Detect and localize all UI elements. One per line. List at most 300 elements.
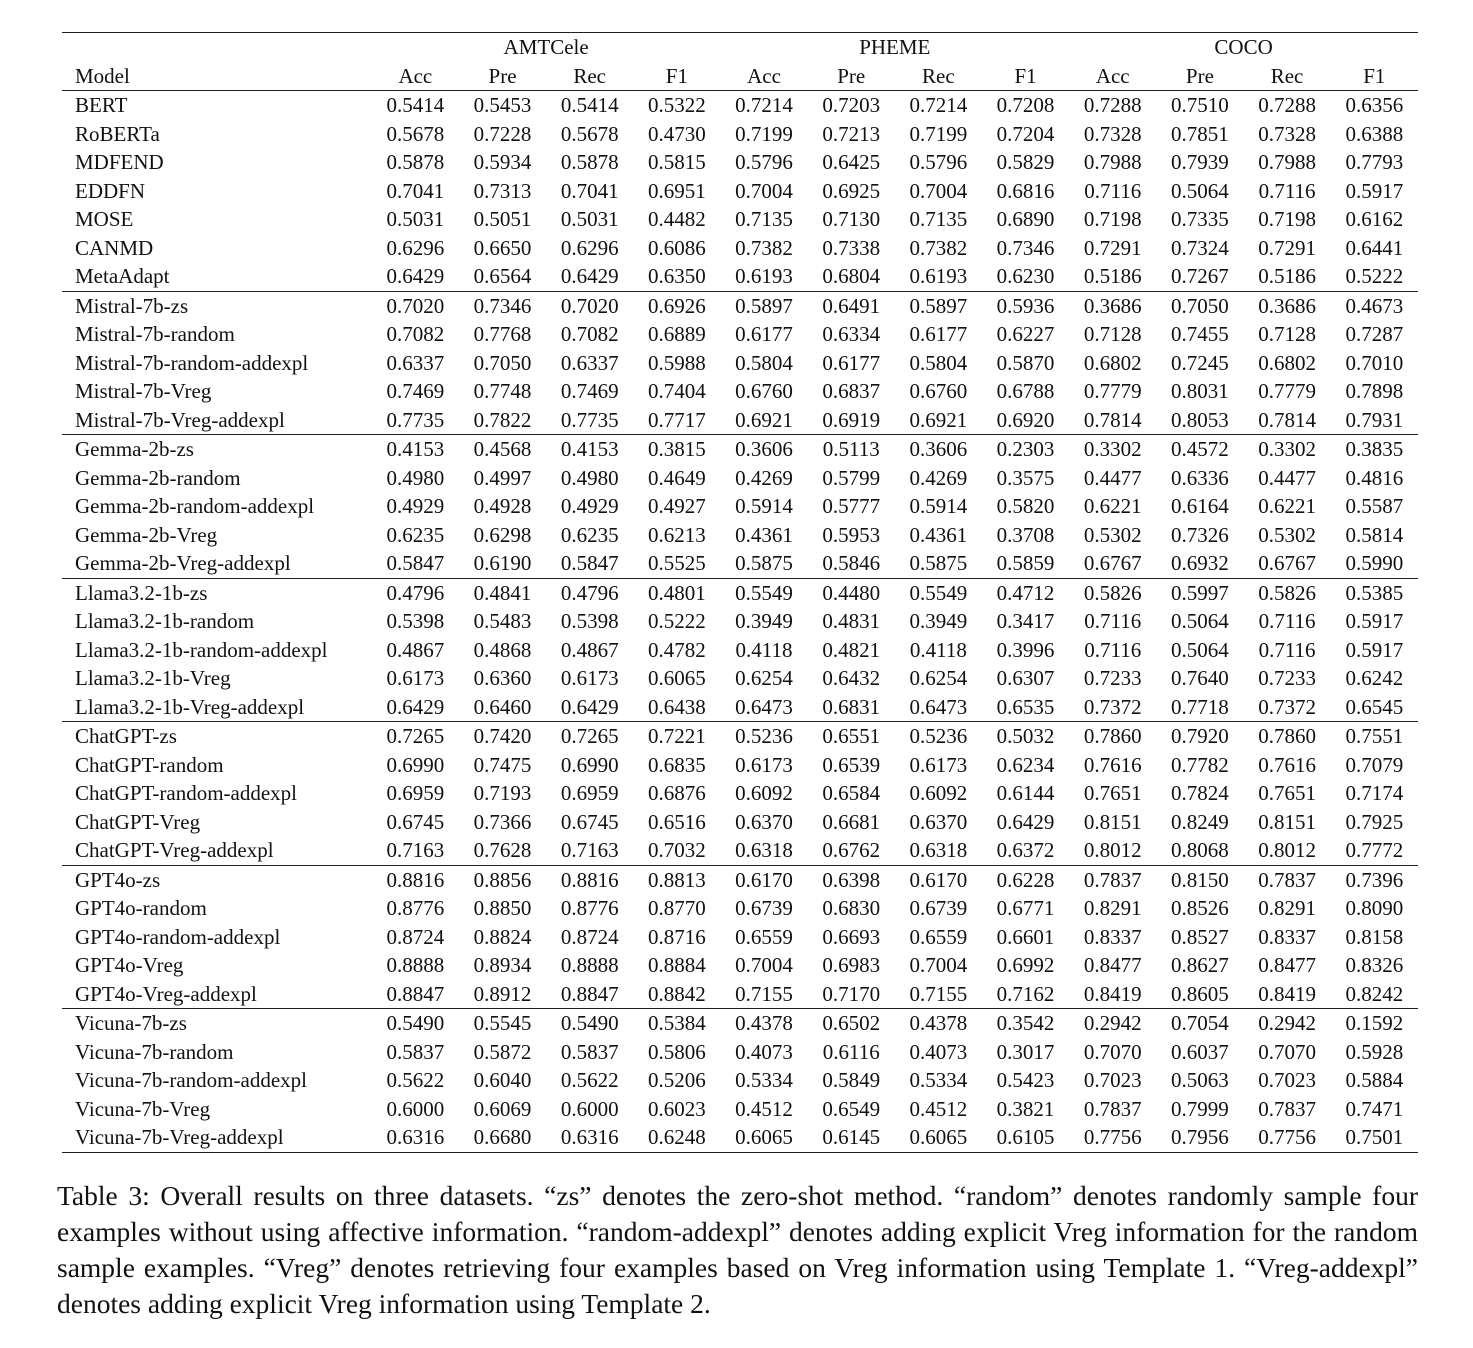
metric-value-cell: 0.7768	[473, 322, 532, 346]
metric-value-cell: 0.7004	[909, 953, 968, 977]
metric-value-cell: 0.5334	[909, 1068, 968, 1092]
metric-value-cell: 0.7999	[1171, 1096, 1229, 1121]
metric-value-cell: 0.6177	[909, 322, 968, 346]
metric-value-cell: 0.6921	[735, 407, 793, 432]
metric-value-cell: 0.6932	[1171, 551, 1229, 575]
metric-value-cell: 0.6890	[996, 207, 1055, 231]
metric-value-cell: 0.6316	[372, 1123, 459, 1152]
metric-value-cell: 0.5936	[982, 291, 1069, 320]
metric-header: Rec	[895, 62, 982, 91]
metric-value-cell: 0.6000	[560, 1096, 619, 1121]
model-name-cell: ChatGPT-Vreg-addexpl	[75, 838, 274, 862]
metric-value-cell: 0.6429	[996, 809, 1055, 834]
metric-value-cell: 0.7023	[1083, 1068, 1142, 1092]
metric-value-cell: 0.3821	[996, 1096, 1055, 1121]
model-name-cell: Gemma-2b-random	[75, 465, 241, 490]
metric-value-cell: 0.7163	[560, 838, 619, 862]
metric-value-cell: 0.5064	[1171, 609, 1229, 633]
metric-value-cell: 0.7382	[909, 235, 968, 260]
metric-value-cell: 0.3835	[1331, 435, 1418, 464]
metric-value-cell: 0.5064	[1171, 178, 1229, 203]
model-name-cell: Gemma-2b-Vreg-addexpl	[75, 551, 291, 575]
metric-value-cell: 0.8716	[647, 924, 706, 949]
metric-value-cell: 0.6816	[996, 178, 1055, 203]
metric-value-cell: 0.6318	[735, 838, 793, 862]
model-group	[62, 91, 1418, 292]
table-row	[62, 205, 1418, 234]
metric-value-cell: 0.7291	[1083, 235, 1142, 260]
metric-value-cell: 0.4480	[808, 578, 895, 607]
metric-value-cell: 0.6429	[386, 694, 445, 719]
metric-value-cell: 0.3949	[909, 609, 968, 633]
metric-value-cell: 0.6370	[909, 809, 968, 834]
metric-value-cell: 0.3949	[735, 609, 793, 633]
metric-value-cell: 0.4867	[560, 637, 619, 662]
metric-header: Acc	[720, 62, 807, 91]
metric-value-cell: 0.4980	[560, 465, 619, 490]
table-row	[62, 578, 1418, 607]
metric-value-cell: 0.6337	[386, 350, 445, 375]
metric-value-cell: 0.5186	[1258, 264, 1316, 288]
metric-value-cell: 0.8627	[1171, 953, 1229, 977]
metric-value-cell: 0.7267	[1171, 264, 1229, 288]
model-name-cell: MetaAdapt	[75, 264, 170, 288]
metric-value-cell: 0.7326	[1171, 522, 1229, 547]
metric-value-cell: 0.5453	[473, 93, 532, 117]
metric-value-cell: 0.7135	[909, 207, 968, 231]
metric-value-cell: 0.5837	[386, 1039, 445, 1064]
metric-value-cell: 0.4378	[720, 1009, 807, 1038]
table-row	[62, 836, 1418, 865]
metric-value-cell: 0.7837	[1258, 1096, 1316, 1121]
metric-value-cell: 0.4730	[647, 121, 706, 146]
metric-value-cell: 0.4153	[546, 435, 633, 464]
metric-value-cell: 0.7372	[1083, 694, 1142, 719]
metric-value-cell: 0.5988	[647, 350, 706, 375]
metric-value-cell: 0.7041	[560, 178, 619, 203]
metric-value-cell: 0.6065	[647, 666, 706, 690]
metric-value-cell: 0.7193	[473, 781, 532, 805]
table-row	[62, 549, 1418, 578]
metric-value-cell: 0.7772	[1345, 838, 1404, 862]
metric-value-cell: 0.5806	[647, 1039, 706, 1064]
metric-value-cell: 0.6398	[808, 865, 895, 894]
metric-value-cell: 0.7469	[386, 379, 445, 403]
metric-value-cell: 0.6601	[996, 924, 1055, 949]
metric-value-cell: 0.6370	[735, 809, 793, 834]
metric-header: Acc	[1069, 62, 1156, 91]
table-row	[62, 521, 1418, 550]
table-row	[62, 262, 1418, 291]
metric-value-cell: 0.5622	[560, 1068, 619, 1092]
metric-value-cell: 0.4477	[1258, 465, 1316, 490]
metric-value-cell: 0.6438	[647, 694, 706, 719]
metric-value-cell: 0.6296	[560, 235, 619, 260]
metric-value-cell: 0.6221	[1258, 494, 1316, 518]
metric-value-cell: 0.5829	[996, 150, 1055, 174]
metric-value-cell: 0.6144	[996, 781, 1055, 805]
metric-value-cell: 0.7420	[459, 722, 546, 751]
metric-value-cell: 0.7288	[1258, 93, 1316, 117]
metric-value-cell: 0.7510	[1171, 93, 1229, 117]
metric-value-cell: 0.8249	[1171, 809, 1229, 834]
metric-value-cell: 0.6372	[996, 838, 1055, 862]
metric-value-cell: 0.6771	[996, 896, 1055, 920]
metric-value-cell: 0.8856	[459, 865, 546, 894]
model-name-cell: Gemma-2b-zs	[62, 435, 372, 464]
metric-value-cell: 0.7824	[1171, 781, 1229, 805]
metric-value-cell: 0.8031	[1171, 379, 1229, 403]
table-row	[62, 980, 1418, 1009]
metric-value-cell: 0.7265	[372, 722, 459, 751]
metric-value-cell: 0.5878	[560, 150, 619, 174]
metric-value-cell: 0.4118	[735, 637, 793, 662]
metric-value-cell: 0.8291	[1083, 896, 1142, 920]
metric-value-cell: 0.7082	[560, 322, 619, 346]
model-group	[62, 1009, 1418, 1153]
metric-value-cell: 0.6173	[909, 752, 968, 777]
metric-value-cell: 0.7455	[1171, 322, 1229, 346]
metric-value-cell: 0.8326	[1345, 953, 1404, 977]
metric-value-cell: 0.5814	[1345, 522, 1404, 547]
metric-value-cell: 0.6356	[1345, 93, 1404, 117]
model-name-cell: Gemma-2b-Vreg	[75, 522, 218, 547]
metric-value-cell: 0.6551	[808, 722, 895, 751]
metric-value-cell: 0.5875	[735, 551, 793, 575]
metric-value-cell: 0.7020	[546, 291, 633, 320]
metric-value-cell: 0.2303	[982, 435, 1069, 464]
table-row	[62, 1009, 1418, 1038]
metric-value-cell: 0.6092	[735, 781, 793, 805]
metric-value-cell: 0.5846	[822, 551, 881, 575]
metric-value-cell: 0.7956	[1156, 1123, 1243, 1152]
metric-value-cell: 0.7288	[1083, 93, 1142, 117]
metric-value-cell: 0.6023	[647, 1096, 706, 1121]
metric-value-cell: 0.7404	[647, 379, 706, 403]
metric-value-cell: 0.6296	[386, 235, 445, 260]
metric-value-cell: 0.6992	[996, 953, 1055, 977]
metric-value-cell: 0.7779	[1258, 379, 1316, 403]
metric-value-cell: 0.8012	[1258, 838, 1316, 862]
metric-value-cell: 0.7233	[1083, 666, 1142, 690]
metric-value-cell: 0.7628	[473, 838, 532, 862]
metric-value-cell: 0.6767	[1258, 551, 1316, 575]
metric-value-cell: 0.4841	[459, 578, 546, 607]
model-name-cell: Vicuna-7b-zs	[62, 1009, 372, 1038]
metric-value-cell: 0.8847	[386, 981, 445, 1006]
metric-value-cell: 0.8724	[386, 924, 445, 949]
model-name-cell: EDDFN	[75, 178, 146, 203]
metric-value-cell: 0.7469	[560, 379, 619, 403]
metric-value-cell: 0.5032	[982, 722, 1069, 751]
metric-value-cell: 0.5897	[720, 291, 807, 320]
metric-value-cell: 0.8090	[1345, 896, 1404, 920]
metric-value-cell: 0.7822	[473, 407, 532, 432]
table-row	[62, 464, 1418, 493]
metric-value-cell: 0.8884	[647, 953, 706, 977]
metric-value-cell: 0.5837	[560, 1039, 619, 1064]
metric-value-cell: 0.8337	[1258, 924, 1316, 949]
model-name-cell: MOSE	[75, 207, 134, 231]
metric-value-cell: 0.5678	[560, 121, 619, 146]
metric-value-cell: 0.8291	[1258, 896, 1316, 920]
model-name-cell: ChatGPT-random-addexpl	[75, 781, 298, 805]
metric-value-cell: 0.5826	[1243, 578, 1330, 607]
metric-value-cell: 0.4929	[560, 494, 619, 518]
metric-value-cell: 0.6680	[459, 1123, 546, 1152]
metric-value-cell: 0.5031	[560, 207, 619, 231]
metric-value-cell: 0.6177	[822, 350, 881, 375]
metric-value-cell: 0.6307	[996, 666, 1055, 690]
metric-value-cell: 0.6760	[909, 379, 968, 403]
metric-value-cell: 0.6040	[473, 1068, 532, 1092]
table-row	[62, 120, 1418, 149]
metric-value-cell: 0.7116	[1258, 178, 1316, 203]
metric-value-cell: 0.5878	[386, 150, 445, 174]
table-row	[62, 894, 1418, 923]
metric-value-cell: 0.5398	[386, 609, 445, 633]
metric-value-cell: 0.4361	[735, 522, 793, 547]
metric-value-cell: 0.5398	[560, 609, 619, 633]
metric-value-cell: 0.7382	[735, 235, 793, 260]
metric-value-cell: 0.4512	[909, 1096, 968, 1121]
metric-value-cell: 0.7291	[1258, 235, 1316, 260]
metric-value-cell: 0.6105	[982, 1123, 1069, 1152]
metric-value-cell: 0.6432	[822, 666, 881, 690]
metric-value-cell: 0.7640	[1171, 666, 1229, 690]
table-row	[62, 320, 1418, 349]
metric-value-cell: 0.4801	[633, 578, 720, 607]
metric-value-cell: 0.3417	[996, 609, 1055, 633]
metric-value-cell: 0.5490	[546, 1009, 633, 1038]
model-name-cell: Mistral-7b-Vreg-addexpl	[75, 407, 285, 432]
metric-value-cell: 0.6739	[735, 896, 793, 920]
metric-value-cell: 0.8813	[633, 865, 720, 894]
table-row	[62, 751, 1418, 780]
metric-value-cell: 0.7651	[1258, 781, 1316, 805]
metric-value-cell: 0.8150	[1156, 865, 1243, 894]
table-row	[62, 923, 1418, 952]
metric-value-cell: 0.7004	[909, 178, 968, 203]
metric-value-cell: 0.6564	[473, 264, 532, 288]
metric-value-cell: 0.8776	[386, 896, 445, 920]
metric-value-cell: 0.7501	[1331, 1123, 1418, 1152]
metric-value-cell: 0.4796	[546, 578, 633, 607]
metric-value-cell: 0.8842	[647, 981, 706, 1006]
metric-value-cell: 0.5917	[1345, 609, 1404, 633]
metric-value-cell: 0.6316	[546, 1123, 633, 1152]
model-name-cell: Vicuna-7b-Vreg	[75, 1096, 211, 1121]
metric-value-cell: 0.8419	[1083, 981, 1142, 1006]
table-row	[62, 693, 1418, 722]
metric-value-cell: 0.7328	[1258, 121, 1316, 146]
metric-value-cell: 0.6065	[720, 1123, 807, 1152]
metric-value-cell: 0.6535	[996, 694, 1055, 719]
metric-value-cell: 0.6336	[1171, 465, 1229, 490]
metric-value-cell: 0.6177	[735, 322, 793, 346]
metric-header: Rec	[1243, 62, 1330, 91]
metric-value-cell: 0.4929	[386, 494, 445, 518]
metric-value-cell: 0.6086	[647, 235, 706, 260]
metric-value-cell: 0.8242	[1345, 981, 1404, 1006]
metric-value-cell: 0.4867	[386, 637, 445, 662]
metric-value-cell: 0.6000	[386, 1096, 445, 1121]
metric-value-cell: 0.7756	[1069, 1123, 1156, 1152]
metric-value-cell: 0.7748	[473, 379, 532, 403]
metric-value-cell: 0.5384	[633, 1009, 720, 1038]
metric-value-cell: 0.6254	[909, 666, 968, 690]
metric-value-cell: 0.7116	[1084, 609, 1142, 633]
metric-value-cell: 0.8888	[386, 953, 445, 977]
model-name-cell: Mistral-7b-random	[75, 322, 235, 346]
metric-value-cell: 0.4928	[473, 494, 532, 518]
metric-value-cell: 0.6745	[386, 809, 445, 834]
table-row	[62, 808, 1418, 837]
metric-value-cell: 0.7860	[1069, 722, 1156, 751]
metric-value-cell: 0.4378	[895, 1009, 982, 1038]
metric-value-cell: 0.7616	[1258, 752, 1316, 777]
metric-value-cell: 0.7396	[1331, 865, 1418, 894]
metric-value-cell: 0.5917	[1345, 637, 1404, 662]
model-name-cell: ChatGPT-Vreg	[75, 809, 201, 834]
metric-value-cell: 0.7155	[735, 981, 793, 1006]
model-name-cell: MDFEND	[75, 150, 164, 174]
metric-value-cell: 0.6037	[1171, 1039, 1229, 1064]
metric-value-cell: 0.7116	[1258, 637, 1316, 662]
metric-value-cell: 0.3575	[996, 465, 1055, 490]
metric-value-cell: 0.6441	[1345, 235, 1404, 260]
metric-value-cell: 0.5678	[386, 121, 445, 146]
metric-value-cell: 0.6951	[647, 178, 706, 203]
metric-value-cell: 0.6919	[822, 407, 881, 432]
metric-value-cell: 0.5587	[1345, 494, 1404, 518]
metric-value-cell: 0.7245	[1171, 350, 1229, 375]
metric-value-cell: 0.7782	[1171, 752, 1229, 777]
table-row	[62, 951, 1418, 980]
metric-value-cell: 0.6473	[909, 694, 968, 719]
metric-value-cell: 0.7920	[1156, 722, 1243, 751]
metric-value-cell: 0.6254	[735, 666, 793, 690]
model-name-cell: Vicuna-7b-random-addexpl	[75, 1068, 307, 1092]
table-row	[62, 1123, 1418, 1152]
metric-value-cell: 0.8934	[473, 953, 532, 977]
metric-value-cell: 0.6835	[647, 752, 706, 777]
metric-value-cell: 0.6221	[1083, 494, 1142, 518]
table-row	[62, 607, 1418, 636]
model-name-cell: GPT4o-Vreg-addexpl	[75, 981, 257, 1006]
metric-value-cell: 0.4361	[909, 522, 968, 547]
metric-value-cell: 0.4673	[1331, 291, 1418, 320]
metric-value-cell: 0.4118	[909, 637, 967, 662]
metric-value-cell: 0.5063	[1171, 1068, 1229, 1092]
metric-value-cell: 0.8816	[372, 865, 459, 894]
metric-value-cell: 0.6693	[822, 924, 881, 949]
table-row	[62, 406, 1418, 435]
metric-value-cell: 0.8158	[1345, 924, 1404, 949]
metric-value-cell: 0.6429	[560, 264, 619, 288]
metric-value-cell: 0.6164	[1171, 494, 1229, 518]
model-name-cell: GPT4o-Vreg	[75, 953, 184, 977]
metric-value-cell: 0.8912	[473, 981, 532, 1006]
metric-value-cell: 0.5385	[1331, 578, 1418, 607]
metric-value-cell: 0.6318	[909, 838, 968, 862]
metric-value-cell: 0.4269	[909, 465, 968, 490]
metric-value-cell: 0.6920	[996, 407, 1055, 432]
metric-value-cell: 0.7070	[1083, 1039, 1142, 1064]
metric-header: Pre	[1156, 62, 1243, 91]
metric-value-cell: 0.6173	[735, 752, 793, 777]
metric-value-cell: 0.4816	[1345, 465, 1404, 490]
metric-value-cell: 0.4980	[386, 465, 445, 490]
metric-value-cell: 0.6502	[808, 1009, 895, 1038]
metric-value-cell: 0.7054	[1156, 1009, 1243, 1038]
metric-value-cell: 0.5953	[822, 522, 881, 547]
metric-value-cell: 0.3302	[1243, 435, 1330, 464]
model-name-cell: GPT4o-zs	[62, 865, 372, 894]
table-row	[62, 636, 1418, 665]
metric-value-cell: 0.7198	[1258, 207, 1316, 231]
metric-value-cell: 0.7082	[386, 322, 445, 346]
metric-value-cell: 0.7213	[822, 121, 881, 146]
metric-value-cell: 0.6173	[560, 666, 619, 690]
metric-value-cell: 0.3815	[633, 435, 720, 464]
metric-value-cell: 0.6804	[822, 264, 881, 288]
metric-value-cell: 0.5236	[895, 722, 982, 751]
model-name-cell: GPT4o-random-addexpl	[75, 924, 281, 949]
metric-value-cell: 0.7735	[386, 407, 445, 432]
metric-value-cell: 0.7324	[1171, 235, 1229, 260]
metric-value-cell: 0.7023	[1258, 1068, 1316, 1092]
metric-header: Pre	[459, 62, 546, 91]
model-column-header: Model	[62, 62, 372, 91]
metric-value-cell: 0.6760	[735, 379, 793, 403]
dataset-header: AMTCele	[372, 33, 721, 62]
metric-value-cell: 0.7199	[909, 121, 968, 146]
metric-value-cell: 0.8012	[1083, 838, 1142, 862]
metric-value-cell: 0.7313	[473, 178, 532, 203]
metric-value-cell: 0.7793	[1345, 150, 1404, 174]
table-row	[62, 1038, 1418, 1067]
metric-value-cell: 0.7214	[735, 93, 793, 117]
metric-value-cell: 0.7756	[1243, 1123, 1330, 1152]
model-name-cell: CANMD	[75, 235, 154, 260]
table-row	[62, 664, 1418, 693]
metric-value-cell: 0.6788	[996, 379, 1055, 403]
metric-value-cell: 0.5928	[1345, 1039, 1404, 1064]
metric-value-cell: 0.3996	[996, 637, 1055, 662]
metric-value-cell: 0.7020	[372, 291, 459, 320]
metric-value-cell: 0.7130	[822, 207, 881, 231]
metric-value-cell: 0.5483	[473, 609, 532, 633]
metric-value-cell: 0.5490	[372, 1009, 459, 1038]
metric-value-cell: 0.7163	[386, 838, 445, 862]
metric-value-cell: 0.7988	[1258, 150, 1316, 174]
metric-value-cell: 0.4512	[735, 1096, 793, 1121]
metric-value-cell: 0.6549	[822, 1096, 881, 1121]
metric-value-cell: 0.3606	[720, 435, 807, 464]
metric-value-cell: 0.7162	[996, 981, 1055, 1006]
model-header-spacer	[62, 33, 372, 62]
metric-value-cell: 0.5847	[386, 551, 445, 575]
metric-value-cell: 0.6926	[633, 291, 720, 320]
metric-value-cell: 0.6762	[822, 838, 881, 862]
metric-value-cell: 0.7328	[1083, 121, 1142, 146]
metric-value-cell: 0.7372	[1258, 694, 1316, 719]
metric-value-cell: 0.7214	[909, 93, 968, 117]
metric-value-cell: 0.6350	[647, 264, 706, 288]
metric-value-cell: 0.6559	[909, 924, 968, 949]
metric-value-cell: 0.5064	[1171, 637, 1229, 662]
